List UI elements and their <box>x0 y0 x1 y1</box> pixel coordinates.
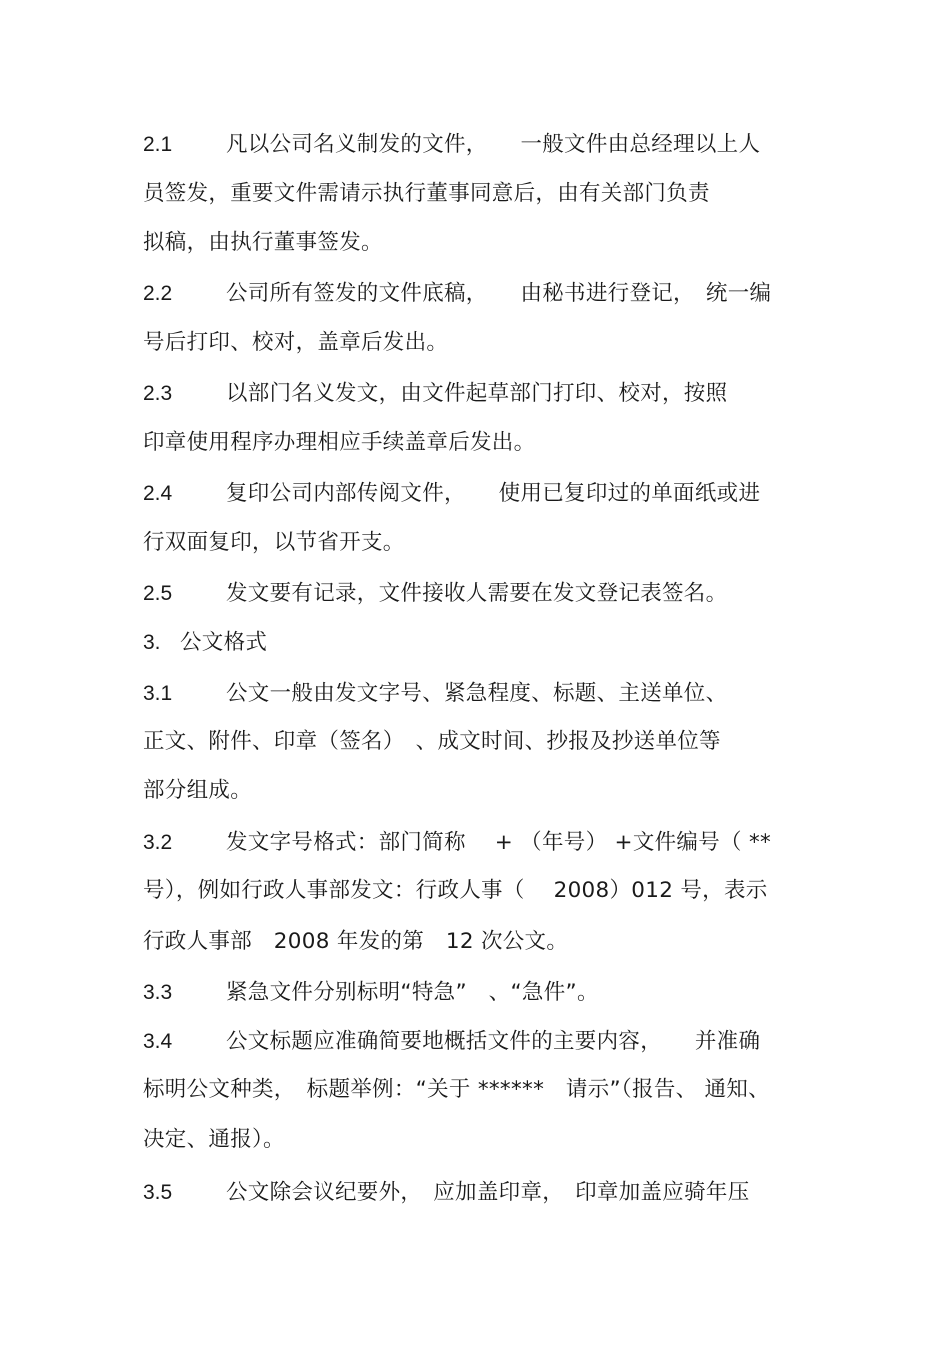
section-number: 2.3 <box>143 382 173 405</box>
section-text-line: 号），例如行政人事部发文：行政人事（ 2008）012 号，表示 <box>143 878 768 903</box>
section-number: 2.5 <box>143 582 173 605</box>
section-number: 3.5 <box>143 1181 173 1204</box>
section-text-line: 拟稿，由执行董事签发。 <box>143 230 383 255</box>
section-text-line: 印章使用程序办理相应手续盖章后发出。 <box>143 430 536 455</box>
section-text-line: 公司所有签发的文件底稿， 由秘书进行登记， 统一编 <box>226 281 772 306</box>
section-text-line: 凡以公司名义制发的文件， 一般文件由总经理以上人 <box>226 132 761 157</box>
section-text-line: 公文除会议纪要外， 应加盖印章， 印章加盖应骑年压 <box>226 1180 750 1205</box>
section-number: 2.4 <box>143 482 173 505</box>
section-text-line: 发文字号格式：部门简称 + （年号） +文件编号（ ** <box>226 830 772 855</box>
section-text-line: 号后打印、校对，盖章后发出。 <box>143 330 449 355</box>
heading-number: 3. <box>143 631 161 654</box>
section-text-line: 公文标题应准确简要地概括文件的主要内容， 并准确 <box>226 1029 761 1054</box>
section-text-line: 标明公文种类， 标题举例：“关于 ****** 请示”（报告、 通知、 <box>143 1077 770 1102</box>
section-number: 3.3 <box>143 981 173 1004</box>
section-text-line: 公文一般由发文字号、紧急程度、标题、主送单位、 <box>226 681 728 706</box>
section-text-line: 复印公司内部传阅文件， 使用已复印过的单面纸或进 <box>226 481 761 506</box>
section-text-line: 以部门名义发文，由文件起草部门打印、校对，按照 <box>226 381 728 406</box>
section-text-line: 发文要有记录，文件接收人需要在发文登记表签名。 <box>226 581 728 606</box>
section-text-line: 正文、附件、印章（签名） 、成文时间、抄报及抄送单位等 <box>143 729 721 754</box>
section-number: 3.1 <box>143 682 173 705</box>
section-text-line: 紧急文件分别标明“特急” 、“急件”。 <box>226 980 599 1005</box>
section-text-line: 员签发，重要文件需请示执行董事同意后，由有关部门负责 <box>143 181 710 206</box>
section-text-line: 行政人事部 2008 年发的第 12 次公文。 <box>143 929 569 954</box>
section-text-line: 决定、通报）。 <box>143 1127 285 1152</box>
section-text-line: 部分组成。 <box>143 778 253 803</box>
section-number: 2.2 <box>143 282 173 305</box>
section-number: 2.1 <box>143 133 173 156</box>
section-text-line: 行双面复印，以节省开支。 <box>143 530 405 555</box>
section-number: 3.2 <box>143 831 173 854</box>
heading-title: 公文格式 <box>180 630 268 655</box>
section-number: 3.4 <box>143 1030 173 1053</box>
